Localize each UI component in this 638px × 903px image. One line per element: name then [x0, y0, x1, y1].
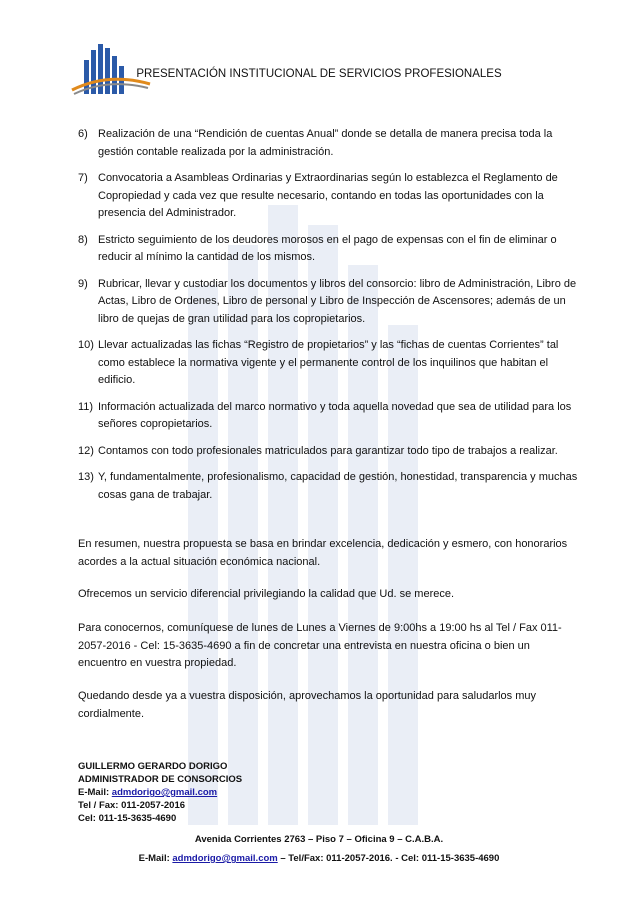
closing-paragraph: Quedando desde ya a vuestra disposición, aprovechamos la oportunidad para saludarlos muy cordialmente.: [78, 690, 537, 720]
services-list: [78, 126, 578, 513]
list-item: [78, 276, 578, 329]
signature-name: GUILLERMO GERARDO DORIGO: [78, 761, 228, 772]
page-title: PRESENTACIÓN INSTITUCIONAL DE SERVICIOS PROFESIONALES: [136, 68, 502, 80]
list-item: [78, 126, 578, 161]
item-text: Estricto seguimiento de los deudores morosos en el pago de expensas con el fin de eliminar o reducir al mínimo la cantidad de los mismos.: [98, 233, 557, 263]
signature-cel: Cel: 011-15-3635-4690: [78, 813, 177, 824]
contact-paragraph: Para conocernos, comuníquese de lunes de Lunes a Viernes de 9:00hs a 19:00 hs al Tel / Fax 011-2057-2016 - Cel: 15-3635-4690 a fin de concretar una entrevista en nuestra oficina o bien un encuentro en vuestra propiedad.: [78, 622, 562, 669]
item-text: Rubricar, llevar y custodiar los documentos y libros del consorcio: libro de Administración, Libro de Actas, Libro de Ordenes, Libro de personal y Libro de Inspección de Ascensores; además de un libro de quejas de gran utilidad para los copropietarios.: [98, 277, 577, 325]
item-text: Y, fundamentalmente, profesionalismo, capacidad de gestión, honestidad, transparencia y muchas cosas gana de trabajar.: [98, 471, 578, 501]
list-item: [78, 170, 578, 223]
signature-email-link[interactable]: admdorigo@gmail.com: [111, 787, 218, 798]
summary-paragraph: En resumen, nuestra propuesta se basa en brindar excelencia, dedicación y esmero, con honorarios acordes a la actual situación económica nacional.: [78, 538, 568, 568]
footer-contact: [0, 853, 638, 864]
item-text: Información actualizada del marco normativo y toda aquella novedad que sea de utilidad para los señores copropietarios.: [98, 400, 572, 430]
item-text: Convocatoria a Asambleas Ordinarias y Extraordinarias según lo establezca el Reglamento de Copropiedad y cada vez que resulte necesario, contando en todas las oportunidades con la presencia del Administrador.: [98, 172, 558, 219]
signature-block: [78, 760, 242, 825]
item-text: Contamos con todo profesionales matriculados para garantizar todo tipo de trabajos a realizar.: [98, 444, 558, 457]
list-item: [78, 232, 578, 267]
item-number: 6): [78, 128, 88, 140]
item-number: 13): [78, 471, 94, 483]
signature-telfax: Tel / Fax: 011-2057-2016: [78, 800, 186, 811]
item-number: 8): [78, 233, 88, 246]
footer-phones: – Tel/Fax: 011-2057-2016. - Cel: 011-15-3635-4690: [280, 853, 500, 864]
signature-email-line: [78, 786, 242, 799]
item-number: 10): [78, 339, 94, 351]
item-text: Llevar actualizadas las fichas “Registro de propietarios” y las “fichas de cuentas Corrientes” tal como establece la normativa vigente y el permanente control de los inquilinos que habitan el edificio.: [98, 339, 559, 386]
footer-address: Avenida Corrientes 2763 – Piso 7 – Oficina 9 – C.A.B.A.: [194, 834, 444, 845]
signature-email-label: E-Mail:: [78, 787, 110, 798]
offer-paragraph: Ofrecemos un servicio diferencial privilegiando la calidad que Ud. se merece.: [78, 588, 455, 600]
item-text: Realización de una “Rendición de cuentas Anual” donde se detalla de manera precisa toda la gestión contable realizada por la administración.: [98, 128, 553, 158]
list-item: [78, 443, 578, 461]
item-number: 12): [78, 444, 94, 457]
item-number: 9): [78, 277, 88, 290]
item-number: 11): [78, 400, 94, 413]
footer-email-label: E-Mail:: [138, 853, 170, 864]
signature-role: ADMINISTRADOR DE CONSORCIOS: [78, 774, 243, 785]
list-item: [78, 337, 578, 390]
list-item: [78, 469, 578, 504]
footer-email-link[interactable]: admdorigo@gmail.com: [172, 853, 278, 864]
list-item: [78, 399, 578, 434]
item-number: 7): [78, 172, 88, 184]
